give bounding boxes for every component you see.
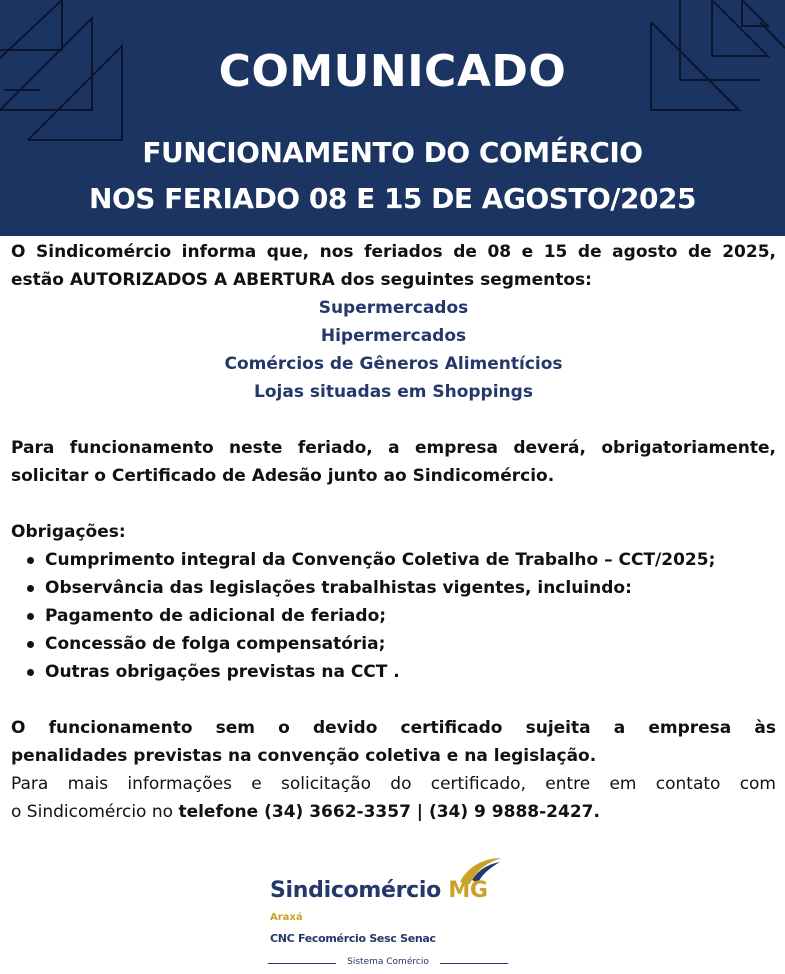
- logo-city: Araxá: [270, 912, 303, 923]
- logo-system-label: Sistema Comércio: [268, 957, 508, 967]
- warning-line-2: penalidades previstas na convenção coletiva e na legislação.: [11, 746, 597, 766]
- requirement-line-2: solicitar o Certificado de Adesão junto ao Sindicomércio.: [11, 466, 555, 486]
- segment-item: Supermercados: [318, 298, 469, 318]
- header-banner: [0, 0, 785, 236]
- segment-item: Lojas situadas em Shoppings: [254, 382, 533, 402]
- notice-body: [11, 238, 776, 826]
- logo-partners: CNC Fecomércio Sesc Senac: [270, 932, 436, 945]
- sindicomercio-logo: [268, 856, 518, 972]
- contact-line-2: [11, 798, 776, 826]
- obligations-heading: Obrigações:: [11, 522, 126, 542]
- authorized-segments-list: [11, 294, 776, 406]
- subtitle-line-1: FUNCIONAMENTO DO COMÉRCIO: [142, 136, 643, 169]
- logo-name: Sindicomércio: [270, 878, 441, 903]
- contact-line-1: Para mais informações e solicitação do certificado, entre em contato com: [11, 774, 776, 794]
- contact-prefix: o Sindicomércio no: [11, 802, 179, 822]
- obligations-list: [11, 546, 776, 686]
- page-title: COMUNICADO: [218, 46, 567, 97]
- segment-item: Hipermercados: [320, 326, 467, 346]
- logo-wordmark: [270, 878, 488, 903]
- warning-line-1: O funcionamento sem o devido certificado sujeita a empresa às: [11, 718, 776, 738]
- obligation-item: Cumprimento integral da Convenção Coletiva de Trabalho – CCT/2025;: [11, 546, 776, 574]
- subtitle-line-2: NOS FERIADO 08 E 15 DE AGOSTO/2025: [89, 182, 696, 215]
- obligation-item: Pagamento de adicional de feriado;: [11, 602, 776, 630]
- contact-phones: telefone (34) 3662-3357 | (34) 9 9888-2427.: [178, 802, 600, 822]
- intro-line-2: estão AUTORIZADOS A ABERTURA dos seguintes segmentos:: [11, 270, 592, 290]
- requirement-line-1: Para funcionamento neste feriado, a empresa deverá, obrigatoriamente,: [11, 438, 776, 458]
- intro-line-1: O Sindicomércio informa que, nos feriados de 08 e 15 de agosto de 2025,: [11, 242, 776, 262]
- segment-item: Comércios de Gêneros Alimentícios: [224, 354, 563, 374]
- obligation-item: Concessão de folga compensatória;: [11, 630, 776, 658]
- obligation-item: Observância das legislações trabalhistas vigentes, incluindo:: [11, 574, 776, 602]
- logo-state: MG: [448, 878, 488, 903]
- obligation-item: Outras obrigações previstas na CCT .: [11, 658, 776, 686]
